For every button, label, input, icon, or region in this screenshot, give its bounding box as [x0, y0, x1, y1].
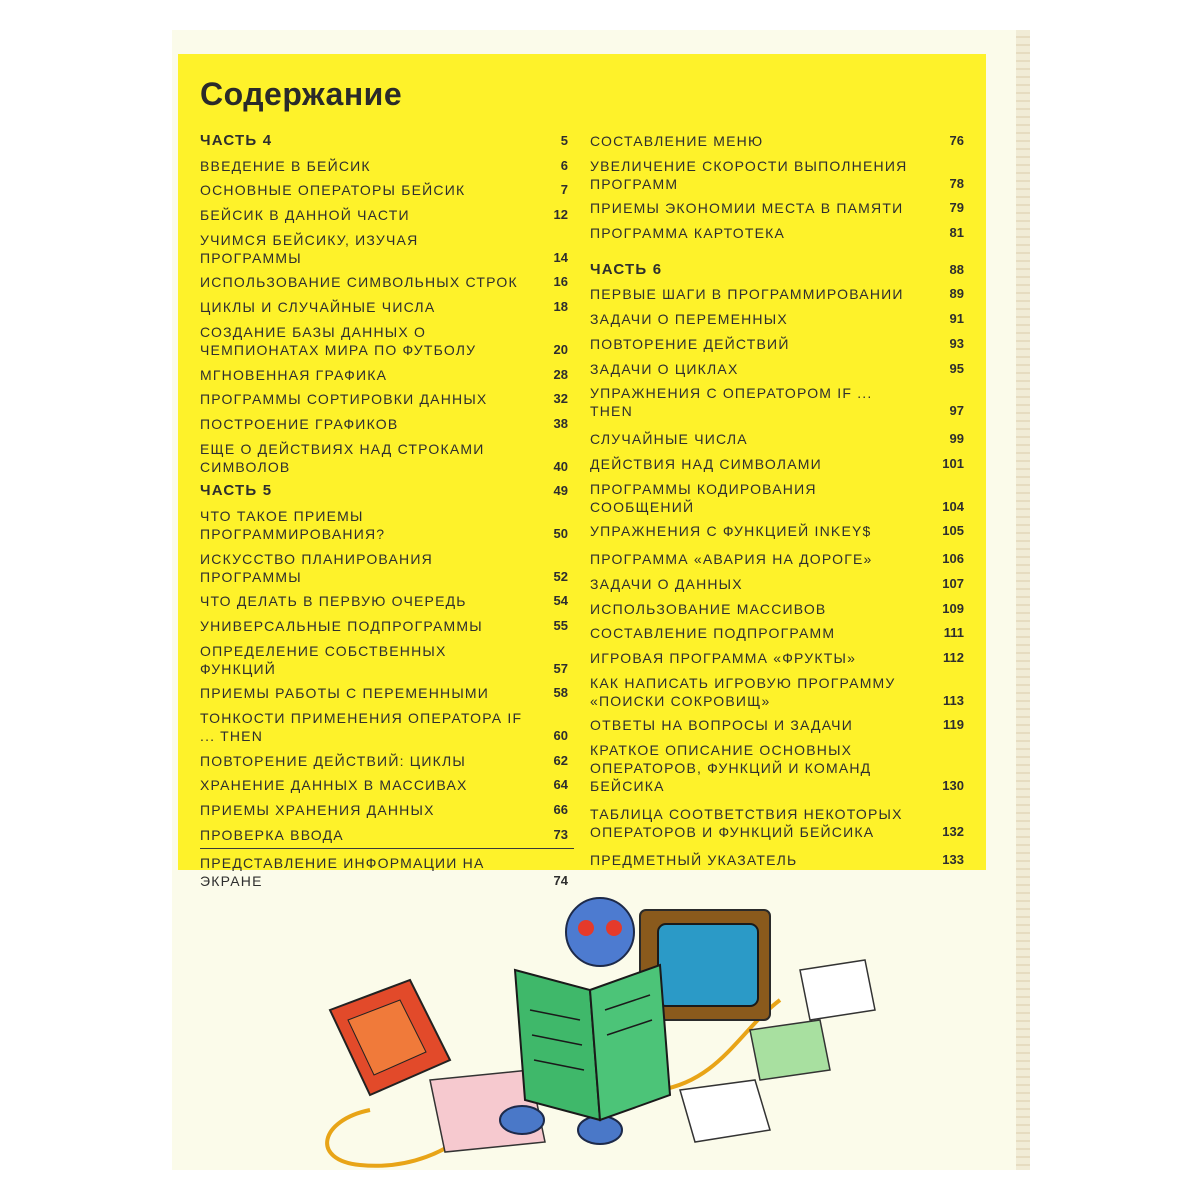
toc-entry: [200, 752, 568, 770]
toc-entry-page: 73: [553, 826, 568, 842]
toc-entry-page: 32: [553, 391, 568, 407]
toc-entry-page: 57: [553, 660, 568, 676]
toc-entry-title: ПРОГРАММЫ СОРТИРОВКИ ДАННЫХ: [200, 391, 488, 408]
toc-entry: [590, 674, 964, 710]
toc-entry-title: ХРАНЕНИЕ ДАННЫХ В МАССИВАХ: [200, 777, 468, 794]
toc-entry-title: ЧАСТЬ 4: [200, 132, 273, 149]
toc-entry-page: 119: [943, 717, 964, 733]
toc-entry: [590, 132, 964, 150]
toc-entry-page: 91: [949, 311, 964, 327]
toc-entry-title: СОЗДАНИЕ БАЗЫ ДАННЫХ О ЧЕМПИОНАТАХ МИРА ПО ФУТБОЛУ: [200, 323, 477, 358]
toc-entry-title: ИСПОЛЬЗОВАНИЕ СИМВОЛЬНЫХ СТРОК: [200, 274, 518, 291]
toc-entry-page: 28: [553, 366, 568, 382]
toc-entry-title: ОТВЕТЫ НА ВОПРОСЫ И ЗАДАЧИ: [590, 717, 853, 734]
toc-entry: [590, 360, 964, 378]
toc-entry-page: 40: [553, 458, 568, 474]
toc-entry: [590, 310, 964, 328]
toc-entry: [200, 642, 568, 678]
toc-entry: [590, 851, 964, 869]
toc-right-column: [590, 132, 964, 876]
toc-entry: [200, 550, 568, 586]
toc-entry-title: ПОСТРОЕНИЕ ГРАФИКОВ: [200, 415, 399, 432]
toc-entry-title: УНИВЕРСАЛЬНЫЕ ПОДПРОГРАММЫ: [200, 618, 483, 634]
toc-entry-title: ИСПОЛЬЗОВАНИЕ МАССИВОВ: [590, 600, 827, 617]
toc-entry-title: ПРИЕМЫ ХРАНЕНИЯ ДАННЫХ: [200, 802, 435, 819]
toc-entry: [200, 507, 568, 543]
toc-entry: [200, 709, 568, 745]
toc-entry-title: ОПРЕДЕЛЕНИЕ СОБСТВЕННЫХ ФУНКЦИЙ: [200, 642, 447, 677]
toc-entry: [200, 298, 568, 316]
page-title: Содержание: [200, 76, 403, 112]
toc-entry: [590, 805, 964, 841]
toc-entry-page: 14: [553, 249, 568, 265]
toc-entry-title: ПРИЕМЫ РАБОТЫ С ПЕРЕМЕННЫМИ: [200, 685, 490, 702]
toc-entry-page: 105: [942, 523, 964, 539]
toc-entry-page: 52: [553, 568, 568, 584]
toc-entry-page: 66: [553, 802, 568, 818]
toc-entry: [590, 157, 964, 193]
toc-entry-page: 95: [949, 360, 964, 376]
toc-part-heading: [590, 261, 964, 279]
toc-entry-title: ЗАДАЧИ О ЦИКЛАХ: [590, 360, 739, 377]
toc-part-heading: [200, 132, 568, 150]
toc-entry: [200, 390, 568, 408]
toc-entry: [200, 231, 568, 267]
toc-entry-title: МГНОВЕННАЯ ГРАФИКА: [200, 366, 388, 383]
toc-entry-page: 93: [949, 335, 964, 351]
toc-entry: [200, 617, 568, 635]
toc-entry-page: 81: [949, 225, 964, 241]
toc-entry: [200, 776, 568, 794]
toc-entry: [200, 157, 568, 175]
toc-entry: [590, 575, 964, 593]
toc-entry-title: ЗАДАЧИ О ДАННЫХ: [590, 575, 743, 592]
toc-entry-page: 16: [553, 274, 568, 290]
toc-entry: [200, 323, 568, 359]
toc-entry-title: ПРОГРАММА «АВАРИЯ НА ДОРОГЕ»: [590, 551, 873, 568]
toc-entry: [590, 649, 964, 667]
toc-entry-page: 112: [943, 650, 964, 665]
toc-entry-page: 5: [560, 133, 568, 148]
toc-entry-title: ПОВТОРЕНИЕ ДЕЙСТВИЙ: ЦИКЛЫ: [200, 752, 466, 769]
toc-part-heading: [200, 482, 568, 500]
toc-entry-title: КАК НАПИСАТЬ ИГРОВУЮ ПРОГРАММУ «ПОИСКИ СОКРОВИЩ»: [590, 674, 896, 709]
toc-entry-title: ВВЕДЕНИЕ В БЕЙСИК: [200, 157, 371, 174]
toc-entry-page: 18: [553, 299, 568, 315]
toc-entry-page: 132: [942, 824, 964, 840]
contents-panel: [178, 54, 986, 889]
toc-entry-title: ЕЩЕ О ДЕЙСТВИЯХ НАД СТРОКАМИ СИМВОЛОВ: [200, 440, 485, 475]
toc-entry-title: ЧТО ТАКОЕ ПРИЕМЫ ПРОГРАММИРОВАНИЯ?: [200, 507, 386, 542]
toc-entry: [590, 716, 964, 734]
toc-entry-page: 50: [553, 525, 568, 541]
page-edge: [1016, 30, 1030, 1170]
toc-entry-page: 12: [553, 207, 568, 223]
toc-entry-page: 62: [553, 752, 568, 768]
toc-entry-page: 101: [942, 455, 964, 471]
toc-entry-title: ЦИКЛЫ И СЛУЧАЙНЫЕ ЧИСЛА: [200, 299, 436, 316]
toc-entry-title: ПОВТОРЕНИЕ ДЕЙСТВИЙ: [590, 335, 790, 352]
toc-entry: [200, 801, 568, 819]
toc-entry-page: 38: [553, 415, 568, 431]
toc-entry-page: 107: [942, 575, 964, 591]
toc-entry: [590, 285, 964, 303]
toc-entry-page: 60: [553, 728, 568, 744]
toc-entry-title: УПРАЖНЕНИЯ С ОПЕРАТОРОМ IF ... THEN: [590, 385, 873, 420]
toc-entry-page: 89: [949, 286, 964, 302]
toc-entry: [200, 206, 568, 224]
toc-entry-title: ПРОГРАММА КАРТОТЕКА: [590, 225, 786, 242]
toc-entry-page: 55: [553, 618, 568, 633]
toc-entry-title: ТАБЛИЦА СООТВЕТСТВИЯ НЕКОТОРЫХ ОПЕРАТОРОВ И ФУНКЦИЙ БЕЙСИКА: [590, 806, 903, 841]
toc-entry-page: 20: [553, 341, 568, 357]
toc-entry-title: ИСКУССТВО ПЛАНИРОВАНИЯ ПРОГРАММЫ: [200, 550, 433, 585]
toc-entry-page: 74: [553, 872, 568, 888]
toc-entry: [590, 335, 964, 353]
toc-entry-title: КРАТКОЕ ОПИСАНИЕ ОСНОВНЫХ ОПЕРАТОРОВ, ФУНКЦИЙ И КОМАНД БЕЙСИКА: [590, 742, 872, 795]
toc-entry-page: 54: [553, 593, 568, 609]
toc-entry-page: 106: [942, 551, 964, 567]
toc-left-column: [200, 132, 568, 897]
toc-entry-title: ЧАСТЬ 6: [590, 260, 663, 278]
toc-entry-page: 97: [949, 403, 964, 419]
toc-entry-title: ПРОВЕРКА ВВОДА: [200, 826, 344, 843]
toc-entry: [590, 384, 964, 420]
toc-entry-title: УЧИМСЯ БЕЙСИКУ, ИЗУЧАЯ ПРОГРАММЫ: [200, 231, 419, 266]
toc-entry-title: ДЕЙСТВИЯ НАД СИМВОЛАМИ: [590, 455, 822, 472]
toc-entry: [200, 415, 568, 433]
toc-entry-page: 78: [949, 175, 964, 191]
toc-entry-title: УВЕЛИЧЕНИЕ СКОРОСТИ ВЫПОЛНЕНИЯ ПРОГРАММ: [590, 157, 908, 192]
toc-entry-page: 99: [949, 431, 964, 447]
toc-entry: [590, 455, 964, 473]
toc-entry-title: СОСТАВЛЕНИЕ МЕНЮ: [590, 133, 764, 149]
toc-entry-page: 113: [943, 692, 964, 708]
toc-entry: [200, 273, 568, 291]
toc-entry-title: ЧАСТЬ 5: [200, 482, 273, 500]
toc-entry-page: 133: [942, 852, 964, 868]
toc-entry-title: ПЕРВЫЕ ШАГИ В ПРОГРАММИРОВАНИИ: [590, 286, 904, 303]
toc-entry-title: СЛУЧАЙНЫЕ ЧИСЛА: [590, 431, 748, 448]
toc-entry: [590, 522, 964, 540]
toc-entry: [200, 366, 568, 384]
toc-entry-title: ЧТО ДЕЛАТЬ В ПЕРВУЮ ОЧЕРЕДЬ: [200, 593, 467, 610]
toc-entry-title: ОСНОВНЫЕ ОПЕРАТОРЫ БЕЙСИК: [200, 182, 466, 199]
toc-entry-page: 79: [949, 200, 964, 216]
toc-entry-title: ИГРОВАЯ ПРОГРАММА «ФРУКТЫ»: [590, 650, 857, 666]
toc-entry-title: ПРИЕМЫ ЭКОНОМИИ МЕСТА В ПАМЯТИ: [590, 200, 904, 217]
toc-entry-page: 49: [553, 483, 568, 499]
toc-entry: [590, 600, 964, 618]
calculator-icon: [330, 980, 450, 1095]
toc-entry-title: ЗАДАЧИ О ПЕРЕМЕННЫХ: [590, 311, 788, 328]
toc-entry: [200, 181, 568, 199]
toc-entry-page: 104: [942, 498, 964, 514]
toc-entry-title: ПРОГРАММЫ КОДИРОВАНИЯ СООБЩЕНИЙ: [590, 480, 817, 515]
toc-entry: [200, 592, 568, 610]
toc-entry-title: УПРАЖНЕНИЯ С ФУНКЦИЕЙ INKEY$: [590, 523, 872, 540]
toc-entry-title: ПРЕДМЕТНЫЙ УКАЗАТЕЛЬ: [590, 852, 798, 869]
toc-entry: [590, 624, 964, 642]
toc-entry-page: 88: [949, 261, 964, 277]
toc-entry: [590, 430, 964, 448]
toc-entry-page: 111: [943, 625, 964, 641]
toc-entry: [590, 550, 964, 568]
toc-entry-page: 64: [553, 777, 568, 793]
toc-entry-page: 130: [942, 778, 964, 794]
toc-entry: [200, 826, 568, 844]
toc-entry-page: 7: [560, 182, 568, 198]
toc-entry-title: СОСТАВЛЕНИЕ ПОДПРОГРАММ: [590, 625, 836, 642]
toc-entry: [590, 480, 964, 516]
toc-entry-title: БЕЙСИК В ДАННОЙ ЧАСТИ: [200, 207, 410, 224]
toc-entry-title: ПРЕДСТАВЛЕНИЕ ИНФОРМАЦИИ НА ЭКРАНЕ: [200, 854, 485, 889]
toc-entry-page: 6: [560, 157, 568, 173]
toc-entry-title: ТОНКОСТИ ПРИМЕНЕНИЯ ОПЕРАТОРА IF ... THEN: [200, 710, 523, 745]
toc-entry: [590, 741, 964, 795]
section-gap: [590, 249, 964, 261]
toc-entry-page: 109: [942, 600, 964, 616]
toc-entry-page: 76: [949, 133, 964, 148]
toc-entry: [200, 684, 568, 702]
toc-entry: [590, 224, 964, 242]
toc-entry-page: 58: [553, 685, 568, 701]
robot-reading-illustration: [300, 880, 900, 1170]
toc-entry: [590, 199, 964, 217]
toc-entry: [200, 440, 568, 476]
